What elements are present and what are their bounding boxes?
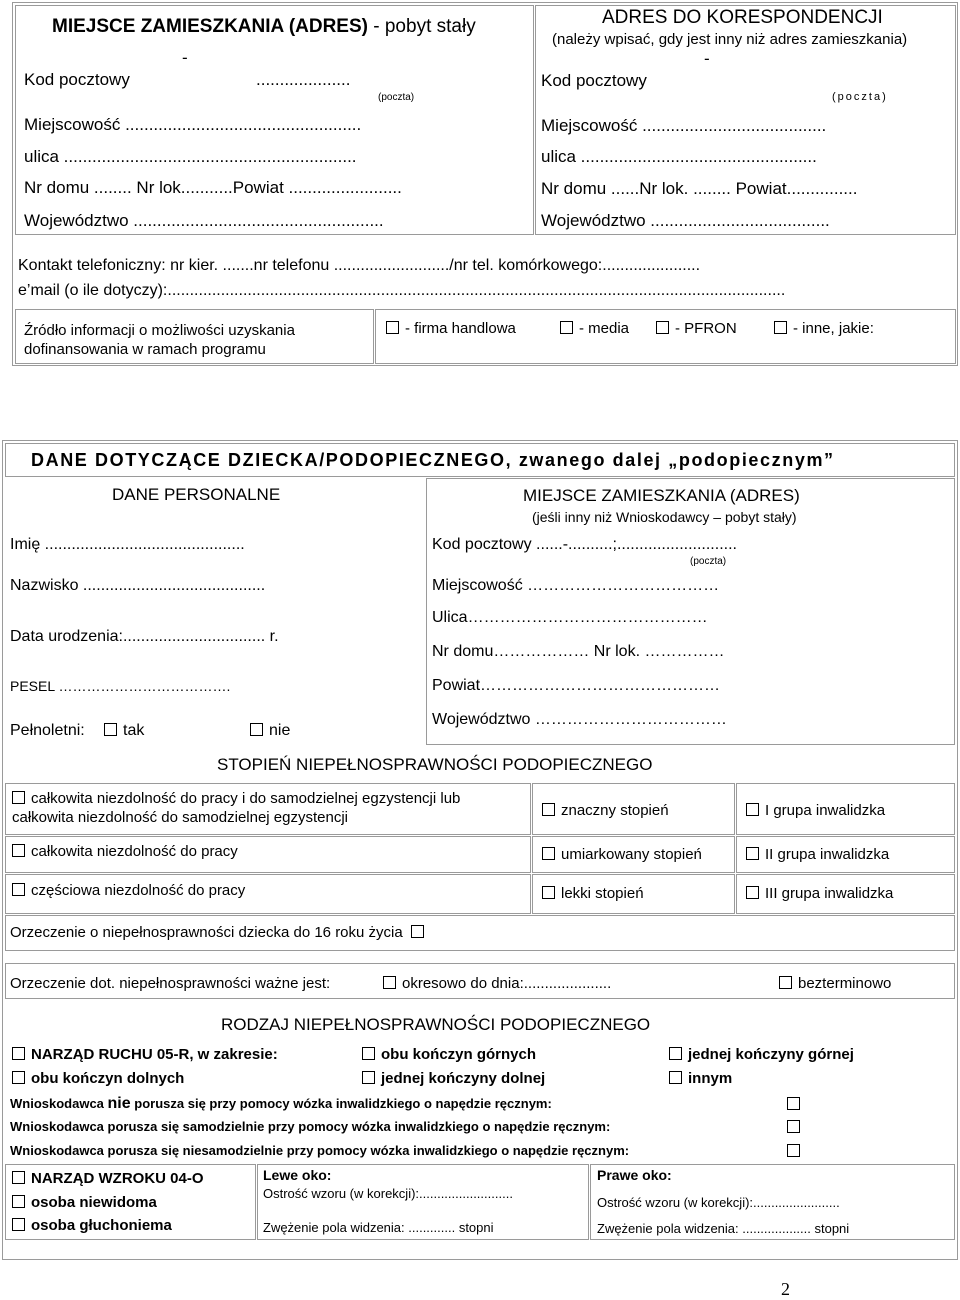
blind-option[interactable]: osoba niewidoma	[12, 1194, 157, 1211]
perm-postal-field[interactable]: ....................	[256, 70, 351, 89]
under16-option[interactable]: Orzeczenie o niepełnosprawności dziecka do 16 roku życia	[10, 924, 430, 941]
motor-organ-option[interactable]: NARZĄD RUCHU 05-R, w zakresie:	[12, 1046, 278, 1063]
source-option-media[interactable]: - media	[560, 320, 629, 337]
perm-dash: -	[182, 48, 188, 67]
child-poczta-caption: (poczta)	[690, 556, 727, 567]
group-one[interactable]: I grupa inwalidzka	[746, 802, 885, 819]
checkbox-icon[interactable]	[746, 847, 759, 860]
source-option-pfron[interactable]: - PFRON	[656, 320, 737, 337]
one-upper-limb-option[interactable]: jednej kończyny górnej	[669, 1046, 854, 1063]
child-pesel-field[interactable]: PESEL ……………………………….	[10, 678, 231, 694]
contact-email-field[interactable]: e’mail (o ile dotyczy):...........................................................................................................................................	[18, 282, 786, 299]
validity-label: Orzeczenie dot. niepełnosprawności ważne jest:	[10, 975, 331, 992]
child-birth-date-field[interactable]: Data urodzenia:................................ r.	[10, 628, 279, 645]
wheelchair-self-label: Wnioskodawca porusza się samodzielnie przy pomocy wózka inwalidzkiego o napędzie ręcznym:	[10, 1119, 611, 1134]
perm-street-field[interactable]: ulica ..............................................................	[24, 147, 357, 166]
child-adult-yes[interactable]: tak	[104, 722, 144, 740]
child-section-header: DANE DOTYCZĄCE DZIECKA/PODOPIECZNEGO, zwanego dalej „podopiecznym”	[31, 450, 835, 470]
degree-row1-option[interactable]: całkowita niezdolność do pracy i do samodzielnej egzystencji lub	[12, 790, 460, 807]
corr-dash: -	[704, 49, 710, 68]
checkbox-icon[interactable]	[746, 803, 759, 816]
both-upper-limbs-option[interactable]: obu kończyn górnych	[362, 1046, 536, 1063]
wheelchair-assisted-checkbox[interactable]	[787, 1144, 800, 1157]
perm-house-field[interactable]: Nr domu ........ Nr lok...........Powiat ........................	[24, 178, 402, 197]
checkbox-icon[interactable]	[12, 883, 25, 896]
child-adult-no[interactable]: nie	[250, 722, 290, 740]
child-address-title: MIEJSCE ZAMIESZKANIA (ADRES)	[523, 486, 800, 505]
checkbox-icon[interactable]	[669, 1071, 682, 1084]
contact-phone-field[interactable]: Kontakt telefoniczny: nr kier. .......nr telefonu ........................../nr tel. komórkowego:......................	[18, 257, 701, 274]
both-lower-limbs-option[interactable]: obu kończyn dolnych	[12, 1070, 184, 1087]
checkbox-icon[interactable]	[386, 321, 399, 334]
wheelchair-self-checkbox[interactable]	[787, 1120, 800, 1133]
perm-poczta-caption: (poczta)	[378, 92, 415, 103]
checkbox-icon[interactable]	[542, 803, 555, 816]
source-option-firm[interactable]: - firma handlowa	[386, 320, 516, 337]
child-street-field[interactable]: Ulica………………………………………	[432, 609, 708, 626]
child-last-name-field[interactable]: Nazwisko .........................................	[10, 577, 266, 594]
disability-type-title: RODZAJ NIEPEŁNOSPRAWNOŚCI PODOPIECZNEGO	[221, 1015, 651, 1034]
source-option-other[interactable]: - inne, jakie:	[774, 320, 874, 337]
child-address-subtitle: (jeśli inny niż Wnioskodawcy – pobyt stały)	[532, 509, 797, 525]
child-first-name-field[interactable]: Imię .............................................	[10, 536, 245, 553]
checkbox-icon[interactable]	[12, 791, 25, 804]
degree-light[interactable]: lekki stopień	[542, 885, 644, 902]
checkbox-icon[interactable]	[12, 1218, 25, 1231]
vision-organ-option[interactable]: NARZĄD WZROKU 04-O	[12, 1170, 204, 1187]
wheelchair-no-checkbox[interactable]	[787, 1097, 800, 1110]
child-house-field[interactable]: Nr domu……………… Nr lok. ……………	[432, 643, 725, 660]
checkbox-icon[interactable]	[362, 1047, 375, 1060]
corr-address-title: ADRES DO KORESPONDENCJI	[602, 7, 883, 28]
checkbox-icon[interactable]	[411, 925, 424, 938]
right-eye-field-field[interactable]: Zwężenie pola widzenia: ................... stopni	[597, 1221, 850, 1236]
checkbox-icon[interactable]	[746, 886, 759, 899]
perm-city-field[interactable]: Miejscowość ..................................................	[24, 115, 362, 134]
checkbox-icon[interactable]	[560, 321, 573, 334]
group-three[interactable]: III grupa inwalidzka	[746, 885, 893, 902]
left-eye-label: Lewe oko:	[263, 1167, 332, 1183]
right-eye-label: Prawe oko:	[597, 1167, 672, 1183]
checkbox-icon[interactable]	[12, 1195, 25, 1208]
checkbox-icon[interactable]	[12, 1171, 25, 1184]
checkbox-icon[interactable]	[383, 976, 396, 989]
checkbox-icon[interactable]	[774, 321, 787, 334]
checkbox-icon[interactable]	[12, 1047, 25, 1060]
corr-city-field[interactable]: Miejscowość .......................................	[541, 116, 827, 135]
validity-indefinite[interactable]: bezterminowo	[779, 975, 891, 992]
source-label-line1: Źródło informacji o możliwości uzyskania	[24, 322, 295, 339]
child-voivodeship-field[interactable]: Województwo ………………………………	[432, 711, 727, 728]
checkbox-icon[interactable]	[362, 1071, 375, 1084]
checkbox-icon[interactable]	[12, 1071, 25, 1084]
degree-row3-option[interactable]: częściowa niezdolność do pracy	[12, 882, 245, 899]
perm-postal-label: Kod pocztowy	[24, 70, 130, 89]
disability-degree-title: STOPIEŃ NIEPEŁNOSPRAWNOŚCI PODOPIECZNEGO	[217, 755, 653, 774]
checkbox-icon[interactable]	[656, 321, 669, 334]
left-eye-acuity-field[interactable]: Ostrość wzoru (w korekcji):..........................	[263, 1186, 513, 1201]
corr-voivodeship-field[interactable]: Województwo ......................................	[541, 211, 830, 230]
source-label-line2: dofinansowania w ramach programu	[24, 341, 266, 358]
page-number: 2	[781, 1279, 790, 1299]
deafblind-option[interactable]: osoba głuchoniema	[12, 1217, 172, 1234]
degree-moderate[interactable]: umiarkowany stopień	[542, 846, 702, 863]
child-postal-field[interactable]: Kod pocztowy ......-..........;...........................	[432, 536, 737, 553]
perm-voivodeship-field[interactable]: Województwo .....................................................	[24, 211, 384, 230]
one-lower-limb-option[interactable]: jednej kończyny dolnej	[362, 1070, 545, 1087]
corr-house-field[interactable]: Nr domu ......Nr lok. ........ Powiat...............	[541, 179, 858, 198]
degree-row2-option[interactable]: całkowita niezdolność do pracy	[12, 843, 238, 860]
wheelchair-no-label: Wnioskodawca nie porusza się przy pomocy wózka inwalidzkiego o napędzie ręcznym:	[10, 1095, 552, 1112]
wheelchair-assisted-label: Wnioskodawca porusza się niesamodzielnie przy pomocy wózka inwalidzkiego o napędzie ręcznym:	[10, 1143, 630, 1158]
checkbox-icon[interactable]	[542, 886, 555, 899]
checkbox-icon[interactable]	[669, 1047, 682, 1060]
checkbox-icon[interactable]	[12, 844, 25, 857]
group-two[interactable]: II grupa inwalidzka	[746, 846, 889, 863]
right-eye-acuity-field[interactable]: Ostrość wzoru (w korekcji):........................	[597, 1195, 840, 1210]
corr-poczta-caption: (poczta)	[832, 91, 888, 103]
child-adult-question: Pełnoletni:	[10, 722, 85, 739]
checkbox-icon[interactable]	[779, 976, 792, 989]
corr-street-field[interactable]: ulica ..................................................	[541, 147, 817, 166]
checkbox-icon[interactable]	[542, 847, 555, 860]
degree-significant[interactable]: znaczny stopień	[542, 802, 669, 819]
personal-data-title: DANE PERSONALNE	[112, 485, 281, 504]
perm-address-title: MIEJSCE ZAMIESZKANIA (ADRES) - pobyt stały	[52, 16, 476, 37]
validity-periodic[interactable]: okresowo do dnia:.....................	[383, 975, 611, 992]
checkbox-icon[interactable]	[104, 723, 117, 736]
left-eye-field-field[interactable]: Zwężenie pola widzenia: ............. stopni	[263, 1220, 494, 1235]
corr-postal-label[interactable]: Kod pocztowy	[541, 71, 647, 90]
child-county-field[interactable]: Powiat………………………………………	[432, 677, 721, 694]
checkbox-icon[interactable]	[250, 723, 263, 736]
corr-address-subtitle: (należy wpisać, gdy jest inny niż adres zamieszkania)	[552, 31, 908, 48]
degree-row1-line2: całkowita niezdolność do samodzielnej egzystencji	[12, 809, 349, 826]
child-city-field[interactable]: Miejscowość ………………………………	[432, 577, 720, 594]
other-limb-option[interactable]: innym	[669, 1070, 732, 1087]
